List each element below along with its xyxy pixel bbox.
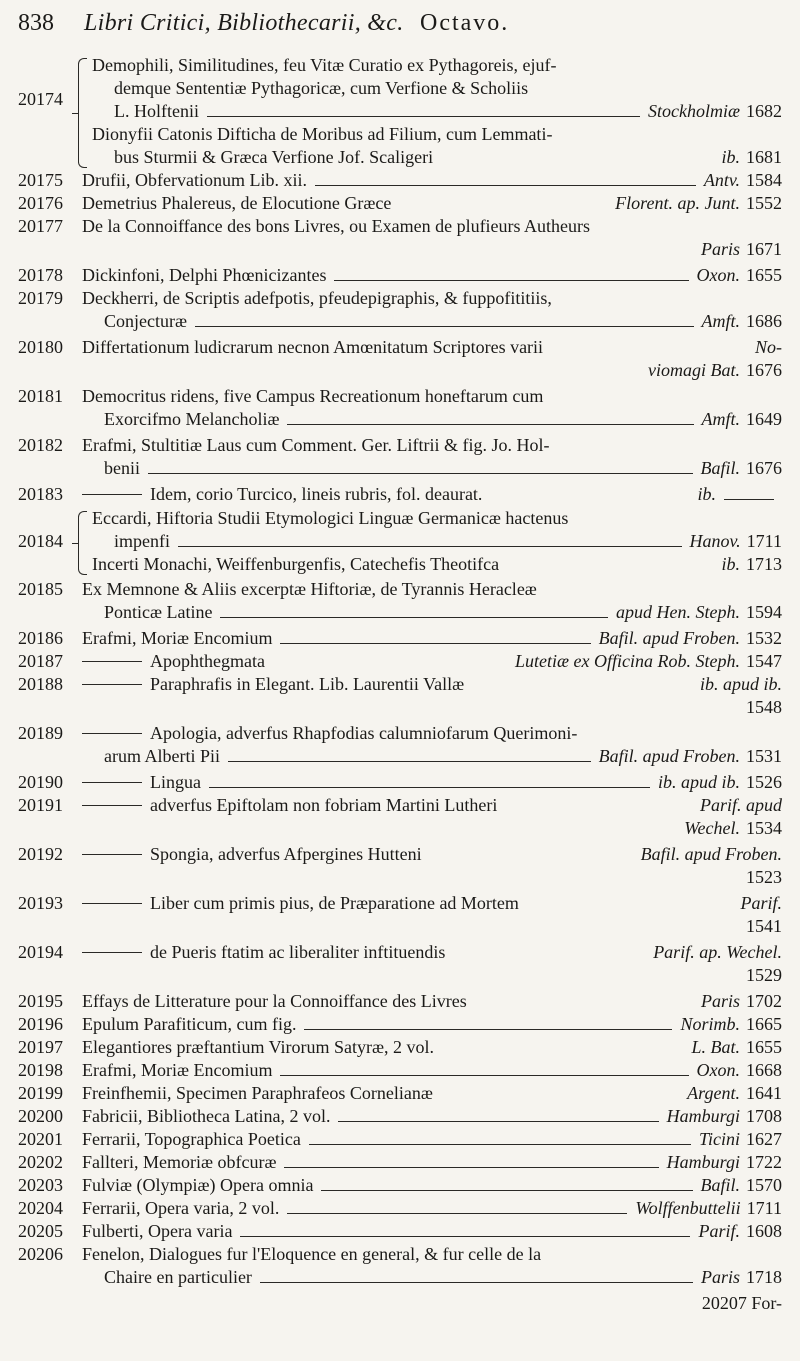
imprint: Parif. ap. Wechel. bbox=[653, 942, 782, 962]
lot-number: 20191 bbox=[18, 795, 63, 815]
lot-number: 20204 bbox=[18, 1198, 63, 1218]
year: 1526 bbox=[746, 772, 782, 792]
lot-number: 20186 bbox=[18, 628, 63, 648]
lot-number: 20192 bbox=[18, 844, 63, 864]
lot-number: 20199 bbox=[18, 1083, 63, 1103]
imprint: Florent. ap. Junt. bbox=[615, 193, 740, 213]
year: 1676 bbox=[746, 360, 782, 380]
lot-number: 20180 bbox=[18, 337, 63, 357]
entry-group-20184: 20184 Eccardi, Hiftoria Studii Etymologici Linguæ Germanicæ hactenus impenfi Hanov. 1711 Incerti Monachi, Weiffenburgenfis, Catechefis Theotifca ib. 1713 bbox=[18, 508, 782, 574]
imprint: Norimb. bbox=[680, 1014, 740, 1034]
imprint: Oxon. bbox=[696, 265, 740, 285]
lot-number: 20175 bbox=[18, 170, 63, 190]
year: 1708 bbox=[746, 1106, 782, 1126]
year: 1711 bbox=[746, 531, 782, 551]
year: 1541 bbox=[746, 916, 782, 936]
imprint: ib. bbox=[721, 554, 740, 574]
lot-number: 20193 bbox=[18, 893, 63, 913]
year: 1671 bbox=[746, 239, 782, 259]
imprint: Hamburgi bbox=[666, 1152, 740, 1172]
lot-number: 20185 bbox=[18, 579, 63, 599]
catalogue-page: 838 Libri Critici, Bibliothecarii, &c. Octavo. 20174 Demophili, Similitudines, feu Vitæ Curatio ex Pythagoreis, ejuf- demque Sententiæ Pythagoricæ, cum Verfione & Scholiis L. Holftenii Stockholmiæ 1682 Dionyfii Catonis Difticha de Moribus ad Filium, cum Lemmati- bus Sturmii & Græca Verfione Jof. Scaligeri ib. 1681 20175 Drufii, Obfervationum Lib. xii. Antv. 1584 20176 Demetrius Phalereus, de Elocutione Græce Florent. ap. Junt. 1552 20177 De la Connoiffance des bons Livres, ou Examen de plufieurs Autheurs Paris 1671 20178 Dickinfoni, Delphi Phœnicizantes Oxon. 1655 20179 Deckherri, de Scriptis adefpotis, pfeudepigraphis, & fuppofititiis, Conjecturæ Amft. 1686 20180 Differtationum ludicrarum necnon Amœnitatum Scriptores varii No- viomagi Bat. 1676 20181 Democritus ridens, five Campus Recreationum honeftarum cum Exorcifmo Melancholiæ Amft. 1649 20182 Erafmi, Stultitiæ Laus cum Comment. Ger. Liftrii & fig. Jo. Hol- benii Bafil. 1676 20183 Idem, corio Turcico, lineis rubris, fol. deaurat. ib. 20184 Eccardi, Hiftoria Studii Etymologici Linguæ Germanicæ hactenus impenfi Hanov. 1711 Incerti Monachi, Weiffenburgenfis, Catechefis Theotifca ib. 1713 20185 Ex Memnone & Aliis excerptæ Hiftoriæ, de Tyrannis Heracleæ Ponticæ Latine apud Hen. Steph. 1594 20186 Erafmi, Moriæ Encomium Bafil. apud Froben. 1532 20187 Apophthegmata Lutetiæ ex Officina Rob. Steph. 1547 20188 Paraphrafis in Elegant. Lib. Laurentii Vallæ ib. apud ib. 1548 20189 Apologia, adverfus Rhapfodias calumniofarum Querimoni- arum Alberti Pii Bafil. apud Froben. 1531 20190 Lingua ib. apud ib. 1526 20191 adverfus Epiftolam non fobriam Martini Lutheri Parif. apud Wechel. 1534 20192 Spongia, adverfus Afpergines Hutteni Bafil. apud Froben. 1523 20193 Liber cum primis pius, de Præparatione ad Mortem Parif. 1541 20194 de Pueris ftatim ac liberaliter inftituendis Parif. ap. Wechel. 1529 20195 Effays de Litterature pour la Connoiffance des Livres Paris 1702 20196 Epulum Parafiticum, cum fig. Norimb. 1665 20197 Elegantiores præftantium Virorum Satyræ, 2 vol. L. Bat. 1655 20198 Erafmi, Moriæ Encomium Oxon. 1668 20199 Freinfhemii, Specimen Paraphrafeos Cornelianæ Argent. 1641 20200 Fabricii, Bibliotheca Latina, 2 vol. Hamburgi 1708 20201 Ferrarii, Topographica Poetica Ticini 1627 20202 Fallteri, Memoriæ obfcuræ Hamburgi 1722 20203 Fulviæ (Olympiæ) Opera omnia Bafil. 1570 20204 Ferrarii, Opera varia, 2 vol. Wolffenbuttelii 1711 20205 Fulberti, Opera varia Parif. 1608 20206 Fenelon, Dialogues fur l'Eloquence en general, & fur celle de la Chaire en particulier Paris 1718 20207 For- bbox=[0, 0, 800, 1361]
imprint: No- bbox=[755, 337, 782, 357]
imprint: Oxon. bbox=[696, 1060, 740, 1080]
imprint: Paris bbox=[700, 239, 740, 259]
year: 1594 bbox=[746, 602, 782, 622]
page-number: 838 bbox=[18, 10, 54, 36]
imprint: Ticini bbox=[698, 1129, 740, 1149]
imprint: Lutetiæ ex Officina Rob. Steph. bbox=[515, 651, 740, 671]
year: 1668 bbox=[746, 1060, 782, 1080]
lot-number: 20183 bbox=[18, 484, 63, 504]
year: 1649 bbox=[746, 409, 782, 429]
year: 1713 bbox=[746, 554, 782, 574]
year: 1532 bbox=[746, 628, 782, 648]
year: 1627 bbox=[746, 1129, 782, 1149]
imprint: Bafil. apud Froben. bbox=[598, 628, 740, 648]
entry-line: L. Holftenii Stockholmiæ 1682 bbox=[114, 101, 782, 121]
lot-number: 20200 bbox=[18, 1106, 63, 1126]
year: 1665 bbox=[746, 1014, 782, 1034]
lot-number: 20206 bbox=[18, 1244, 63, 1264]
year: 1681 bbox=[746, 147, 782, 167]
imprint: Wechel. bbox=[684, 818, 740, 838]
imprint: ib. bbox=[697, 484, 716, 504]
year: 1655 bbox=[746, 1037, 782, 1057]
lot-number: 20189 bbox=[18, 723, 63, 743]
lot-number: 20174 bbox=[18, 89, 63, 109]
lot-number: 20188 bbox=[18, 674, 63, 694]
imprint: Parif. bbox=[698, 1221, 740, 1241]
imprint: ib. apud ib. bbox=[699, 674, 782, 694]
lot-number: 20190 bbox=[18, 772, 63, 792]
year: 1608 bbox=[746, 1221, 782, 1241]
year: 1711 bbox=[746, 1198, 782, 1218]
brace bbox=[78, 511, 87, 575]
running-title: Libri Critici, Bibliothecarii, &c. bbox=[84, 10, 404, 36]
imprint: ib. bbox=[721, 147, 740, 167]
format-label: Octavo. bbox=[420, 10, 510, 36]
year: 1702 bbox=[746, 991, 782, 1011]
imprint: Hamburgi bbox=[666, 1106, 740, 1126]
lot-number: 20184 bbox=[18, 531, 63, 551]
year: 1655 bbox=[746, 265, 782, 285]
imprint: Paris bbox=[700, 991, 740, 1011]
entry-line: bus Sturmii & Græca Verfione Jof. Scaligeri ib. 1681 bbox=[114, 147, 782, 167]
imprint: L. Bat. bbox=[691, 1037, 740, 1057]
imprint: Argent. bbox=[687, 1083, 740, 1103]
year: 1722 bbox=[746, 1152, 782, 1172]
lot-number: 20198 bbox=[18, 1060, 63, 1080]
imprint: Parif. bbox=[740, 893, 782, 913]
year: 1682 bbox=[746, 101, 782, 121]
imprint: Amft. bbox=[701, 409, 740, 429]
imprint: Bafil. bbox=[700, 1175, 740, 1195]
imprint: ib. apud ib. bbox=[657, 772, 740, 792]
year: 1523 bbox=[746, 867, 782, 887]
year: 1552 bbox=[746, 193, 782, 213]
imprint: Bafil. apud Froben. bbox=[640, 844, 782, 864]
year: 1676 bbox=[746, 458, 782, 478]
lot-number: 20203 bbox=[18, 1175, 63, 1195]
entry-line: Dionyfii Catonis Difticha de Moribus ad Filium, cum Lemmati- bbox=[92, 124, 553, 144]
lot-number: 20182 bbox=[18, 435, 63, 455]
brace bbox=[78, 58, 87, 168]
lot-number: 20177 bbox=[18, 216, 63, 236]
year: 1686 bbox=[746, 311, 782, 331]
lot-number: 20181 bbox=[18, 386, 63, 406]
lot-number: 20205 bbox=[18, 1221, 63, 1241]
lot-number: 20187 bbox=[18, 651, 63, 671]
imprint: Paris bbox=[700, 1267, 740, 1287]
year: 1584 bbox=[746, 170, 782, 190]
lot-number: 20178 bbox=[18, 265, 63, 285]
entry-group-20174 bbox=[18, 54, 793, 172]
imprint: apud Hen. Steph. bbox=[616, 602, 740, 622]
year: 1529 bbox=[746, 965, 782, 985]
entry-line: Demophili, Similitudines, feu Vitæ Curatio ex Pythagoreis, ejuf- bbox=[92, 55, 557, 75]
year: 1641 bbox=[746, 1083, 782, 1103]
lot-number: 20202 bbox=[18, 1152, 63, 1172]
imprint: viomagi Bat. bbox=[648, 360, 740, 380]
imprint: Stockholmiæ bbox=[648, 101, 740, 121]
lot-number: 20176 bbox=[18, 193, 63, 213]
imprint: Parif. apud bbox=[699, 795, 782, 815]
imprint: Hanov. bbox=[689, 531, 741, 551]
imprint: Amft. bbox=[701, 311, 740, 331]
year: 1718 bbox=[746, 1267, 782, 1287]
page-header bbox=[18, 10, 788, 50]
lot-number: 20196 bbox=[18, 1014, 63, 1034]
imprint: Bafil. bbox=[700, 458, 740, 478]
lot-number: 20197 bbox=[18, 1037, 63, 1057]
year: 1548 bbox=[746, 697, 782, 717]
year: 1534 bbox=[746, 818, 782, 838]
imprint: Wolffenbuttelii bbox=[635, 1198, 741, 1218]
entry-line: demque Sententiæ Pythagoricæ, cum Verfione & Scholiis bbox=[114, 78, 529, 98]
lot-number: 20194 bbox=[18, 942, 63, 962]
lot-number: 20179 bbox=[18, 288, 63, 308]
catchword: 20207 For- bbox=[701, 1293, 782, 1313]
lot-number: 20201 bbox=[18, 1129, 63, 1149]
lot-number: 20195 bbox=[18, 991, 63, 1011]
year: 1570 bbox=[746, 1175, 782, 1195]
year: 1531 bbox=[746, 746, 782, 766]
imprint: Antv. bbox=[703, 170, 740, 190]
year: 1547 bbox=[746, 651, 782, 671]
imprint: Bafil. apud Froben. bbox=[598, 746, 740, 766]
